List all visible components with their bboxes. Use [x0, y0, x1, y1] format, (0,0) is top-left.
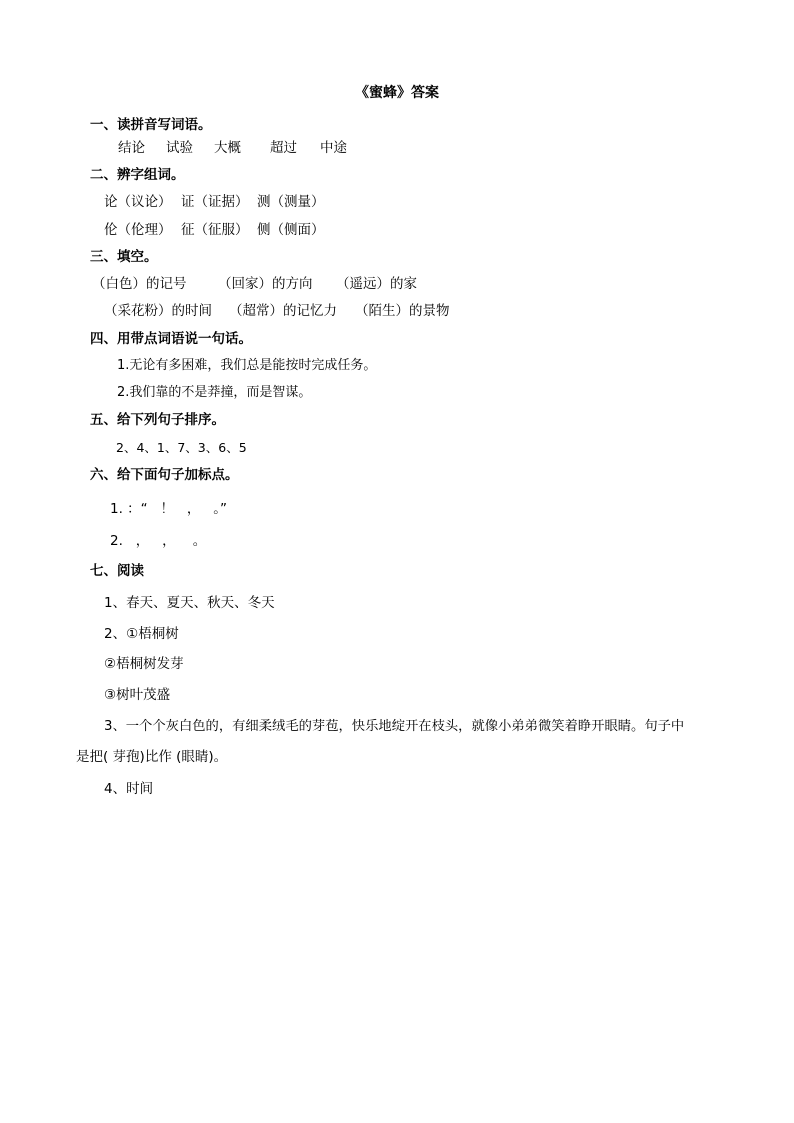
- fill-2-3: （陌生）的景物: [355, 303, 450, 319]
- reading-answer-4: 4、时间: [104, 781, 154, 797]
- reading-answer-2c: ③树叶茂盛: [104, 687, 171, 703]
- reading-answer-2: 2、①梧桐树: [104, 626, 179, 642]
- word-4: 超过: [270, 140, 297, 156]
- section-3-heading: 三、填空。: [90, 249, 158, 265]
- word-3: 大概: [214, 140, 241, 156]
- section-6-line-1: 1. ：“ ！ ， 。”: [110, 501, 228, 517]
- pair-2-2: 征（征服）: [181, 222, 249, 238]
- section-3-row-2: [104, 302, 450, 320]
- section-3-row-1: [92, 275, 417, 293]
- fill-2-1: （采花粉）的时间: [104, 303, 212, 319]
- reading-answer-3-line-1: 3、一个个灰白色的，有细柔绒毛的芽苞，快乐地绽开在枝头，就像小弟弟微笑着睁开眼睛。句子中: [104, 719, 685, 734]
- section-5-heading: 五、给下列句子排序。: [90, 412, 225, 428]
- fill-1-3: （遥远）的家: [336, 276, 417, 292]
- section-2-row-2: [104, 221, 325, 239]
- section-4-line-2: 2.我们靠的不是莽撞，而是智谋。: [117, 385, 312, 400]
- word-1: 结论: [118, 140, 145, 156]
- pair-2-1: 伦（伦理）: [104, 222, 172, 238]
- section-2-heading: 二、辨字组词。: [90, 167, 185, 183]
- section-7-heading: 七、阅读: [90, 563, 144, 579]
- section-4-heading: 四、用带点词语说一句话。: [90, 331, 252, 347]
- pair-1-2: 证（证据）: [181, 194, 249, 210]
- reading-answer-1: 1、春天、夏天、秋天、冬天: [104, 595, 275, 611]
- fill-1-2: （回家）的方向: [218, 276, 313, 292]
- section-6-heading: 六、给下面句子加标点。: [90, 467, 239, 483]
- fill-1-1: （白色）的记号: [92, 276, 187, 292]
- document-title: 《蜜蜂》答案: [355, 85, 439, 101]
- reading-answer-3-line-2: 是把( 芽孢)比作 (眼睛)。: [76, 749, 228, 765]
- word-5: 中途: [320, 140, 347, 156]
- section-6-line-2: 2. ， ， 。: [110, 533, 207, 549]
- reading-answer-2b: ②梧桐树发芽: [104, 656, 184, 672]
- pair-2-3: 侧（侧面）: [257, 222, 325, 238]
- section-1-words: [118, 139, 347, 157]
- pair-1-3: 测（测量）: [257, 194, 325, 210]
- word-2: 试验: [166, 140, 193, 156]
- section-2-row-1: [104, 193, 325, 211]
- section-4-line-1: 1.无论有多困难，我们总是能按时完成任务。: [117, 358, 377, 373]
- section-5-answer: 2、4、1、7、3、6、5: [116, 440, 247, 455]
- section-1-heading: 一、读拼音写词语。: [90, 117, 212, 133]
- pair-1-1: 论（议论）: [104, 194, 172, 210]
- fill-2-2: （超常）的记忆力: [229, 303, 337, 319]
